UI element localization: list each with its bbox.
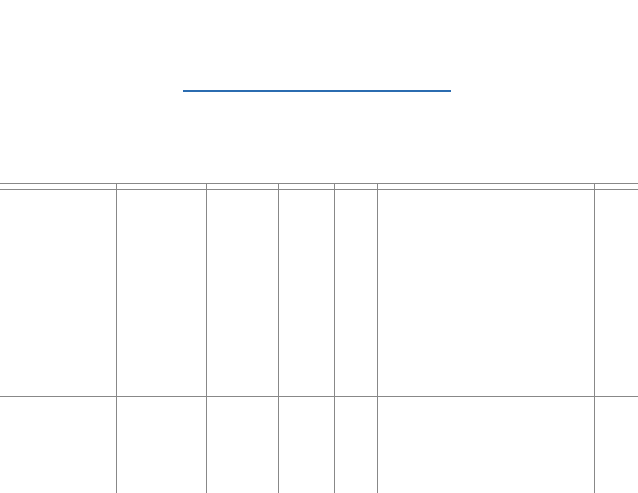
col-divider xyxy=(278,183,279,493)
col-divider xyxy=(206,183,207,493)
table-top-rule xyxy=(0,189,638,190)
header-rule xyxy=(0,183,638,184)
logo-divider xyxy=(183,90,451,92)
row-divider xyxy=(0,396,638,397)
col-divider xyxy=(377,183,378,493)
col-divider xyxy=(334,183,335,493)
col-divider xyxy=(594,183,595,493)
table-header xyxy=(0,159,638,183)
col-divider xyxy=(116,183,117,493)
